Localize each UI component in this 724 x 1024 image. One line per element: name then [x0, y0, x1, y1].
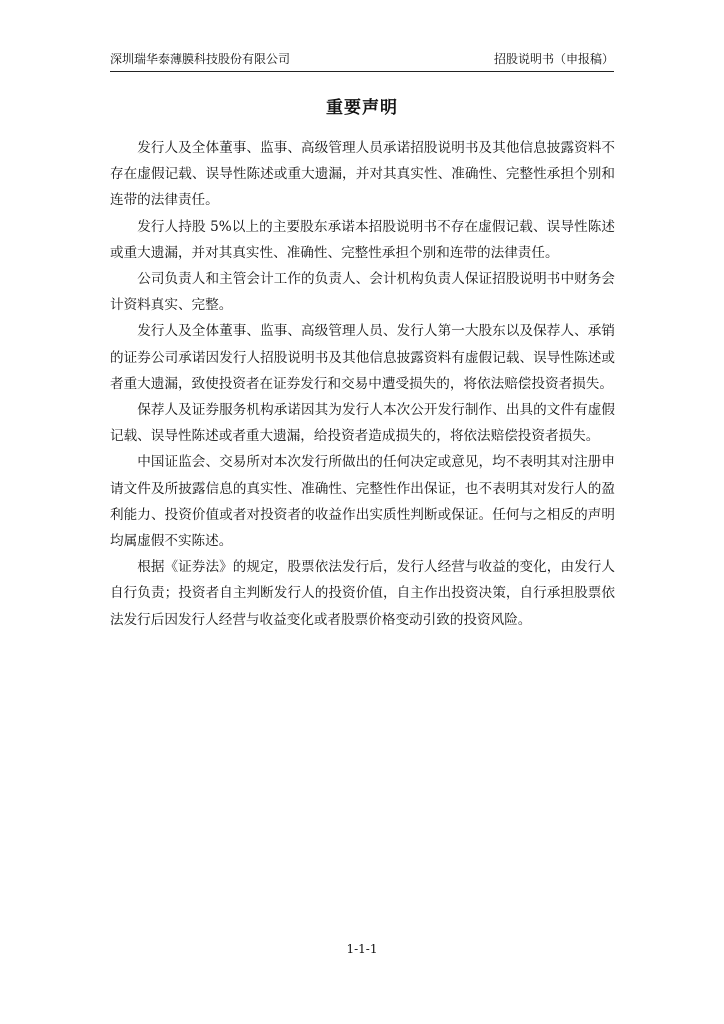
page-number: 1-1-1	[346, 942, 378, 956]
paragraph: 根据《证券法》的规定，股票依法发行后，发行人经营与收益的变化，由发行人自行负责；投资者自主判断发行人的投资价值，自主作出投资决策，自行承担股票依法发行后因发行人经营与收益变化或者股票价格变动引致的投资风险。	[110, 559, 615, 628]
paragraph: 公司负责人和主管会计工作的负责人、会计机构负责人保证招股说明书中财务会计资料真实、完整。	[110, 271, 615, 314]
paragraph: 发行人持股 5%以上的主要股东承诺本招股说明书不存在虚假记载、误导性陈述或重大遗漏，并对其真实性、准确性、完整性承担个别和连带的法律责任。	[110, 218, 615, 261]
header-company-name: 深圳瑞华泰薄膜科技股份有限公司	[110, 52, 291, 66]
header-divider	[110, 71, 614, 72]
paragraph: 发行人及全体董事、监事、高级管理人员承诺招股说明书及其他信息披露资料不存在虚假记载、误导性陈述或重大遗漏，并对其真实性、准确性、完整性承担个别和连带的法律责任。	[110, 140, 615, 209]
page-header	[110, 48, 614, 70]
paragraph: 中国证监会、交易所对本次发行所做出的任何决定或意见，均不表明其对注册申请文件及所披露信息的真实性、准确性、完整性作出保证，也不表明其对发行人的盈利能力、投资价值或者对投资者的收益作出实质性判断或保证。任何与之相反的声明均属虚假不实陈述。	[110, 454, 615, 550]
page-title: 重要声明	[326, 98, 398, 118]
paragraph: 发行人及全体董事、监事、高级管理人员、发行人第一大股东以及保荐人、承销的证券公司承诺因发行人招股说明书及其他信息披露资料有虚假记载、误导性陈述或者重大遗漏，致使投资者在证券发行和交易中遭受损失的，将依法赔偿投资者损失。	[110, 323, 615, 392]
header-document-title: 招股说明书（申报稿）	[493, 52, 614, 66]
statement-body	[110, 135, 615, 633]
paragraph: 保荐人及证券服务机构承诺因其为发行人本次公开发行制作、出具的文件有虚假记载、误导性陈述或者重大遗漏，给投资者造成损失的，将依法赔偿投资者损失。	[110, 402, 615, 445]
